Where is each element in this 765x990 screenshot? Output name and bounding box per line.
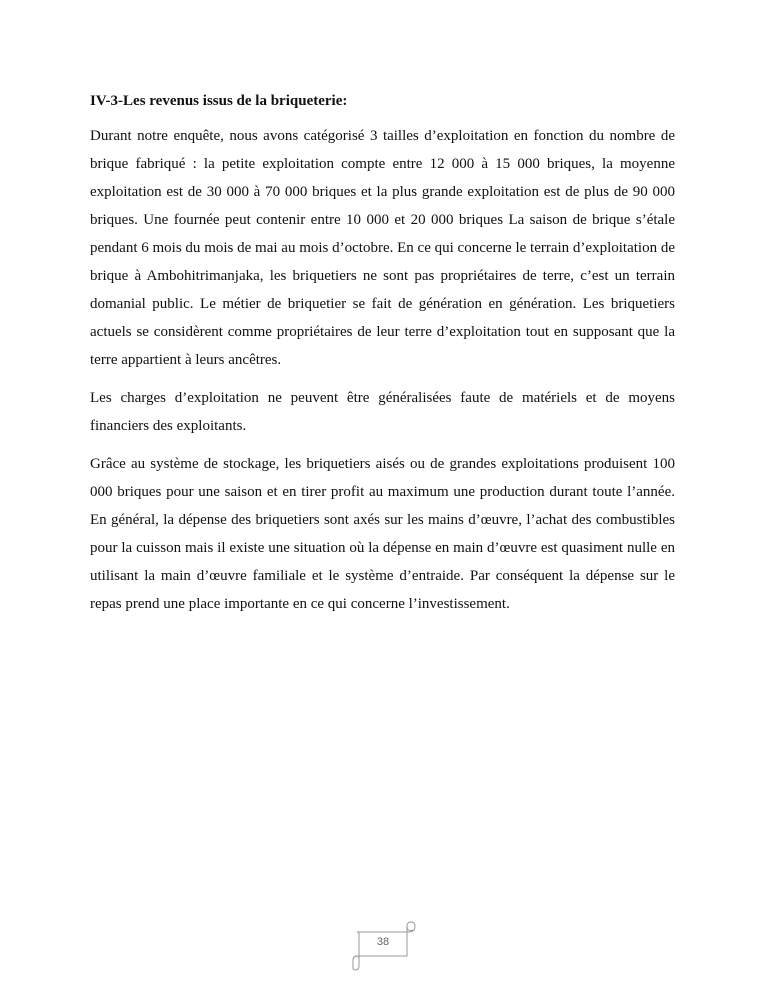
document-body xyxy=(90,88,675,628)
paragraph-1: Durant notre enquête, nous avons catégorisé 3 tailles d’exploitation en fonction du nombre de brique fabriqué : la petite exploitation compte entre 12 000 à 15 000 briques, la moyenne exploitation est de 30 000 à 70 000 briques et la plus grande exploitation est de plus de 90 000 briques. Une fournée peut contenir entre 10 000 et 20 000 briques La saison de brique s’étale pendant 6 mois du mois de mai au mois d’octobre. En ce qui concerne le terrain d’exploitation de brique à Ambohitrimanjaka, les briquetiers ne sont pas propriétaires de terre, c’est un terrain domanial public. Le métier de briquetier se fait de génération en génération. Les briquetiers actuels se considèrent comme propriétaires de leur terre d’exploitation tout en supposant que la terre appartient à leurs ancêtres. xyxy=(90,128,675,368)
section-heading: IV-3-Les revenus issus de la briqueterie: xyxy=(90,93,348,109)
page-number: 38 xyxy=(376,936,390,948)
paragraph-2: Les charges d’exploitation ne peuvent être généralisées faute de matériels et de moyens financiers des exploitants. xyxy=(90,390,675,434)
page-footer xyxy=(347,920,419,972)
paragraph-3: Grâce au système de stockage, les briquetiers aisés ou de grandes exploitations produisent 100 000 briques pour une saison et en tirer profit au maximum une production durant toute l’année. En général, la dépense des briquetiers sont axés sur les mains d’œuvre, l’achat des combustibles pour la cuisson mais il existe une situation où la dépense en main d’œuvre est quasiment nulle en utilisant la main d’œuvre familiale et le système d’entraide. Par conséquent la dépense sur le repas prend une place importante en ce qui concerne l’investissement. xyxy=(90,456,675,612)
